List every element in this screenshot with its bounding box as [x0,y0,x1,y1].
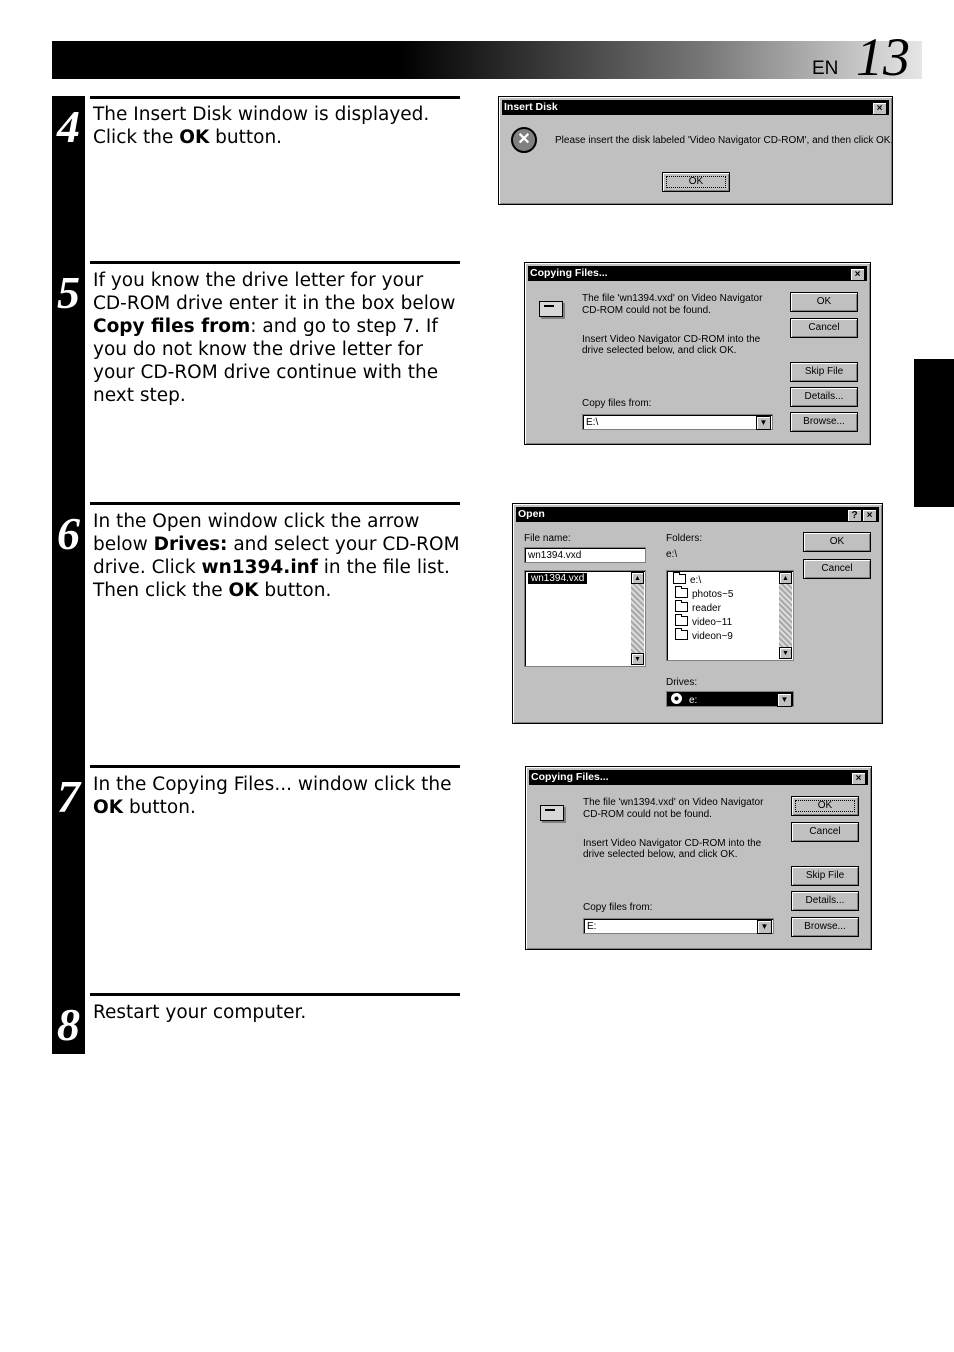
ok-button[interactable]: OK [791,796,859,816]
copy-files-from-combo[interactable] [583,918,774,934]
cancel-button[interactable]: Cancel [790,318,858,338]
cancel-button[interactable]: Cancel [803,559,871,579]
list-item[interactable]: wn1394.vxd [528,573,587,584]
step-column [52,96,85,1054]
copy-files-from-label: Copy files from: [582,398,652,409]
chevron-down-icon[interactable]: ▼ [756,416,771,430]
folder-item[interactable]: photos~5 [675,588,733,600]
dialog-title: Copying Files... [530,267,608,279]
dialog-titlebar [528,266,867,281]
scroll-up-icon[interactable]: ▲ [631,572,644,584]
message-line: Insert Video Navigator CD-ROM into the [583,838,762,849]
copy-files-from-label: Copy files from: [583,902,653,913]
message-line: The file 'wn1394.vxd' on Video Navigator [582,293,763,304]
details-button[interactable]: Details... [790,387,858,407]
file-name-input[interactable]: wn1394.vxd [524,547,646,563]
insert-disk-dialog [498,96,893,205]
step-rule [90,765,460,768]
skip-file-button[interactable]: Skip File [791,866,859,886]
close-icon[interactable]: × [862,509,877,522]
close-icon[interactable]: × [872,102,887,115]
step-rule [90,261,460,264]
step-7-text: In the Copying Files... window click the OK button. [93,774,452,818]
step-6-text: In the Open window click the arrow below Drives: and select your CD-ROM drive. Click wn1394.inf in the file list. Then click the OK button. [93,511,460,601]
drives-combo[interactable] [666,691,794,707]
copying-files-dialog [524,262,871,445]
message-line: drive selected below, and click OK. [583,849,738,858]
step-4-text: The Insert Disk window is displayed. Click the OK button. [93,104,430,148]
folders-path: e:\ [666,549,678,560]
folder-icon [675,588,688,598]
ok-button[interactable]: OK [790,292,858,312]
message-line: The file 'wn1394.vxd' on Video Navigator [583,797,764,808]
folder-icon [675,602,688,612]
folder-list[interactable] [666,570,794,661]
dialog-titlebar [516,507,879,522]
scrollbar[interactable] [779,572,792,659]
combo-value: e: [689,695,698,706]
message-line: drive selected below, and click OK. [582,345,737,354]
dialog-titlebar [529,770,868,785]
browse-button[interactable]: Browse... [790,412,858,432]
message-line: CD-ROM could not be found. [583,809,712,820]
disk-drive-icon [540,805,564,821]
folder-item[interactable]: videon~9 [675,630,733,642]
step-number: 6 [57,508,80,559]
chevron-down-icon[interactable]: ▼ [757,920,772,934]
cd-drive-icon [670,692,683,705]
page-number: 13 [856,27,910,87]
message-line: CD-ROM could not be found. [582,305,711,316]
open-dialog [512,503,883,724]
scroll-up-icon[interactable]: ▲ [779,572,792,584]
open-folder-icon [673,574,686,584]
scroll-down-icon[interactable]: ▼ [631,653,644,665]
side-tab-marker [914,359,954,507]
language-label: EN [812,58,839,79]
step-rule [90,993,460,996]
step-rule [90,502,460,505]
drives-label: Drives: [666,677,698,688]
step-rule [90,96,460,99]
folders-label: Folders: [666,533,703,544]
step-8-text: Restart your computer. [93,1002,307,1023]
header-bar [52,41,922,79]
dialog-title: Open [518,508,545,520]
folder-item[interactable]: reader [675,602,721,614]
step-number: 8 [57,999,80,1050]
folder-item[interactable]: video~11 [675,616,732,628]
message-line: Insert Video Navigator CD-ROM into the [582,334,761,345]
details-button[interactable]: Details... [791,891,859,911]
copying-files-dialog [525,766,872,950]
scrollbar[interactable] [631,572,644,665]
combo-value: E: [587,921,597,932]
dialog-titlebar [502,100,889,115]
dialog-title: Copying Files... [531,771,609,783]
ok-button[interactable]: OK [803,532,871,552]
file-name-label: File name: [524,533,571,544]
disk-drive-icon [539,301,563,317]
step-number: 7 [57,771,80,822]
file-list[interactable] [524,570,646,667]
close-icon[interactable]: × [850,268,865,281]
step-number: 5 [57,267,80,318]
folder-icon [675,630,688,640]
ok-button[interactable]: OK [662,172,730,192]
folder-icon [675,616,688,626]
close-icon[interactable]: × [851,772,866,785]
scroll-down-icon[interactable]: ▼ [779,647,792,659]
error-icon: ✕ [511,127,537,153]
chevron-down-icon[interactable]: ▼ [777,693,792,707]
folder-item[interactable]: e:\ [673,574,701,586]
dialog-title: Insert Disk [504,101,558,113]
step-5-text: If you know the drive letter for your CD-ROM drive enter it in the box below Copy files from: and go to step 7. If you do not know the drive letter for your CD-ROM drive continue with the next step. [93,270,456,406]
copy-files-from-combo[interactable] [582,414,773,430]
cancel-button[interactable]: Cancel [791,822,859,842]
dialog-message: Please insert the disk labeled 'Video Navigator CD-ROM', and then click OK. [555,135,894,146]
browse-button[interactable]: Browse... [791,917,859,937]
combo-value: E:\ [586,417,599,428]
help-icon[interactable]: ? [847,509,862,522]
step-number: 4 [57,101,80,152]
skip-file-button[interactable]: Skip File [790,362,858,382]
